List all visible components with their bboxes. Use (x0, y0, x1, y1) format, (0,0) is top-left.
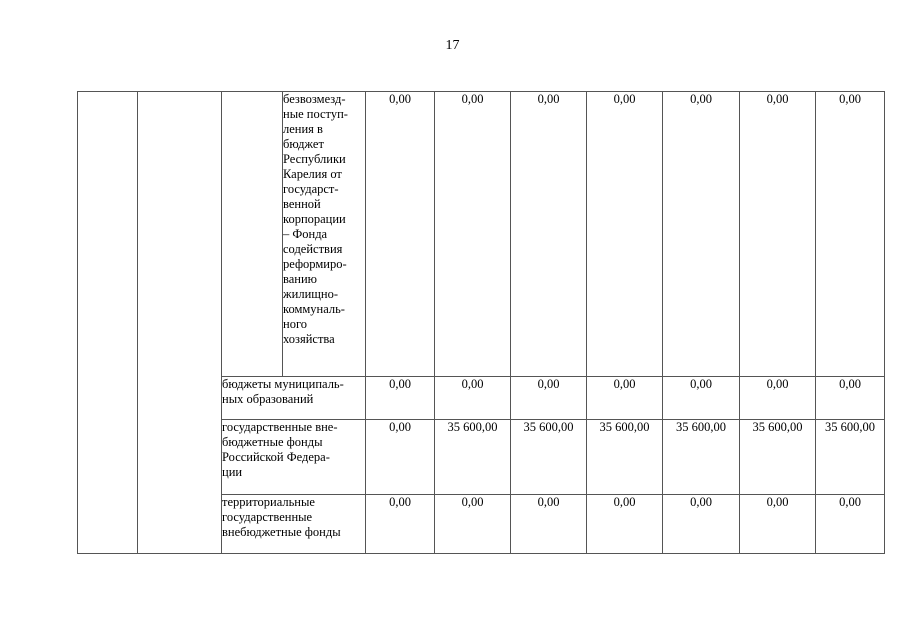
label-line: хозяйства (283, 332, 335, 346)
value-cell: 35 600,00 (587, 420, 663, 495)
value-cell: 0,00 (511, 495, 587, 554)
label-line: Карелия от (283, 167, 342, 181)
row-label (283, 92, 366, 377)
label-line: государст- (283, 182, 339, 196)
value-cell: 0,00 (663, 92, 740, 377)
value-cell: 35 600,00 (663, 420, 740, 495)
label-line: бюджеты муниципаль- (222, 377, 344, 391)
label-line: жилищно- (283, 287, 338, 301)
value-cell: 0,00 (816, 377, 885, 420)
value-cell: 0,00 (740, 92, 816, 377)
value-cell: 0,00 (366, 377, 435, 420)
value-cell: 35 600,00 (816, 420, 885, 495)
label-line: внебюджетные фонды (222, 525, 341, 539)
label-line: государственные (222, 510, 313, 524)
row-label (222, 377, 366, 420)
value-cell: 0,00 (511, 377, 587, 420)
value-cell: 0,00 (740, 495, 816, 554)
value-cell: 0,00 (435, 377, 511, 420)
label-line: ванию (283, 272, 318, 286)
table-row (78, 92, 885, 377)
value-cell: 0,00 (587, 377, 663, 420)
label-line: бюджет (283, 137, 324, 151)
value-cell: 0,00 (511, 92, 587, 377)
label-line: государственные вне- (222, 420, 338, 434)
label-line: ления в (283, 122, 323, 136)
blank-cell (222, 92, 283, 377)
row-label (222, 420, 366, 495)
value-cell: 0,00 (366, 92, 435, 377)
label-line: содействия (283, 242, 343, 256)
value-cell: 35 600,00 (435, 420, 511, 495)
value-cell: 0,00 (816, 495, 885, 554)
label-line: реформиро- (283, 257, 347, 271)
label-line: ции (222, 465, 243, 479)
value-cell: 0,00 (740, 377, 816, 420)
label-line: Российской Федера- (222, 450, 330, 464)
label-line: ные поступ- (283, 107, 348, 121)
label-line: ного (283, 317, 308, 331)
page-number: 17 (445, 38, 460, 53)
label-line: ных образований (222, 392, 314, 406)
value-cell: 0,00 (663, 495, 740, 554)
label-line: – Фонда (283, 227, 328, 241)
value-cell: 0,00 (366, 420, 435, 495)
row-label (222, 495, 366, 554)
label-line: венной (283, 197, 321, 211)
label-line: территориальные (222, 495, 315, 509)
value-cell: 0,00 (435, 92, 511, 377)
label-line: бюджетные фонды (222, 435, 323, 449)
budget-table (77, 91, 885, 554)
value-cell: 0,00 (587, 495, 663, 554)
blank-cell (138, 92, 222, 554)
value-cell: 0,00 (366, 495, 435, 554)
value-cell: 0,00 (587, 92, 663, 377)
value-cell: 35 600,00 (511, 420, 587, 495)
label-line: Республики (283, 152, 346, 166)
blank-cell (78, 92, 138, 554)
label-line: корпорации (283, 212, 346, 226)
value-cell: 0,00 (816, 92, 885, 377)
label-line: безвозмезд- (283, 92, 346, 106)
value-cell: 0,00 (663, 377, 740, 420)
label-line: коммуналь- (283, 302, 345, 316)
value-cell: 0,00 (435, 495, 511, 554)
value-cell: 35 600,00 (740, 420, 816, 495)
